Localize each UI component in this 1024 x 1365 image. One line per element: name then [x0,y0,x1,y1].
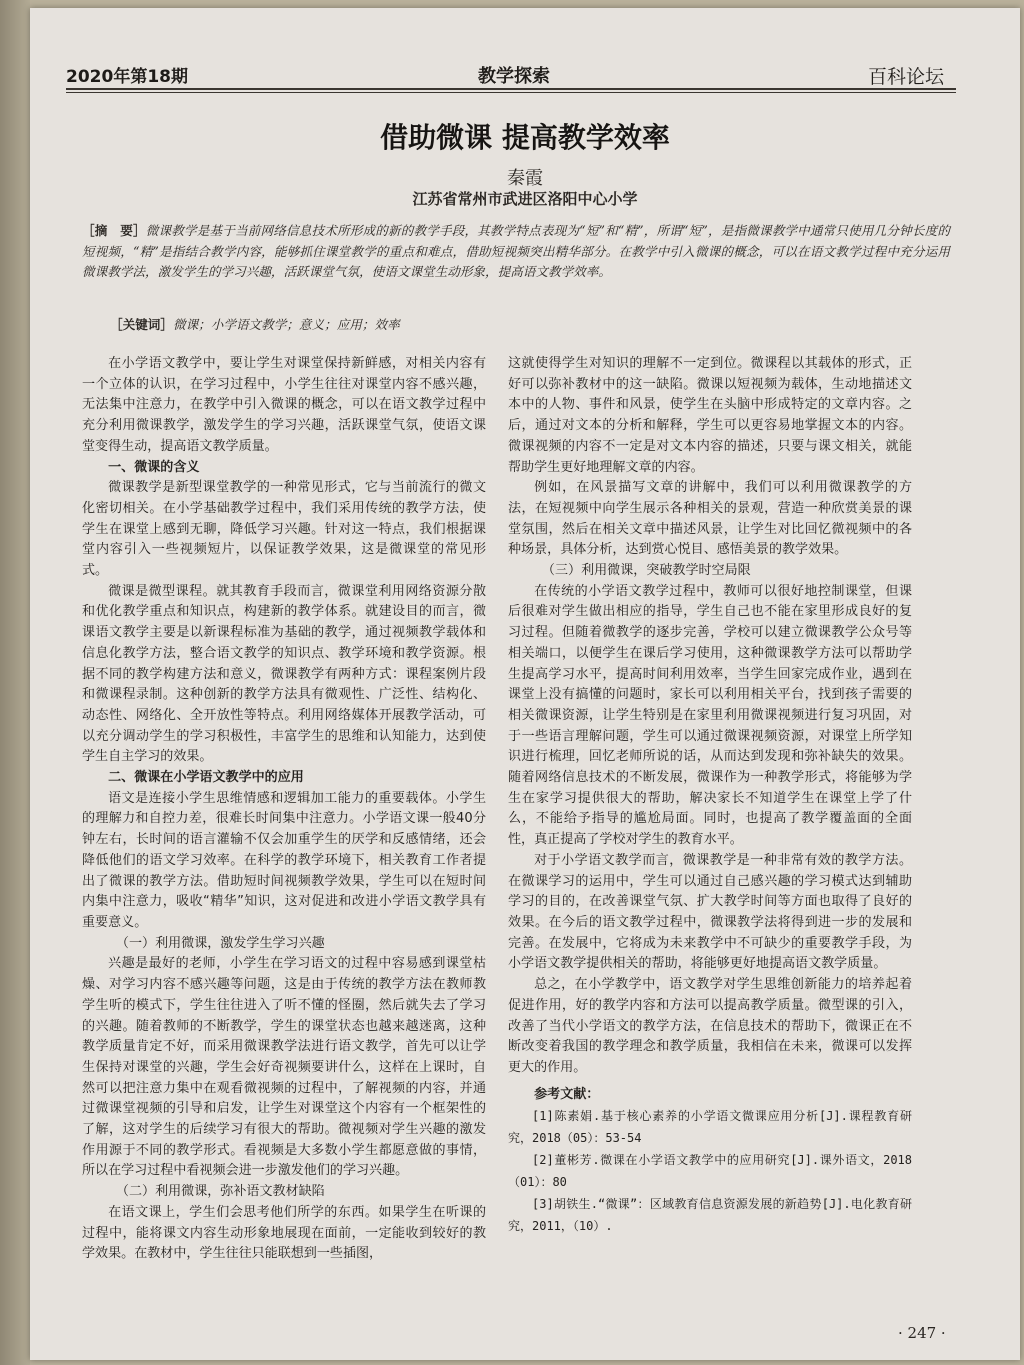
body-paragraph: 这就使得学生对知识的理解不一定到位。微课程以其载体的形式，正好可以弥补教材中的这一缺陷。微课以短视频为载体，生动地描述文本中的人物、事件和风景，使学生在头脑中形成特定的文章内容。之后，通过对文本的分析和解释，学生可以更容易地掌握文本的内容。微课视频的内容不一定是对文本内容的描述，只要与课文相关，就能帮助学生更好地理解文章的内容。 [508,356,912,475]
body-paragraph: 例如，在风景描写文章的讲解中，我们可以利用微课教学的方法，在短视频中向学生展示各种相关的景观，营造一种欣赏美景的课堂氛围，然后在相关文章中描述风景，让学生对比回忆微视频中的各种场景，具体分析，达到赏心悦目、感悟美景的教学效果。 [508,480,912,558]
keywords-label: ［关键词］ [110,317,173,332]
references [508,1085,912,1238]
article-affiliation: 江苏省常州市武进区洛阳中心小学 [412,190,638,208]
body-paragraph: 在语文课上，学生们会思考他们所学的东西。如果学生在听课的过程中，能将课文内容生动形象地展现在面前，一定能收到较好的教学效果。在教材中，学生往往只能联想到一些插图， [82,1204,486,1262]
abstract [82,221,950,283]
abstract-text: 微课教学是基于当前网络信息技术所形成的新的教学手段，其教学特点表现为“短”和“精”，所谓“短”，是指微课教学中通常只使用几分钟长度的短视频，“精”是指结合教学内容，能够抓住课堂教学的重点和难点，借助短视频突出精华部分。在教学中引入微课的概念，可以在语文教学过程中充分运用微课教学法，激发学生的学习兴趣，活跃课堂气氛，使语文课堂生动形象，提高语文教学效率。 [82,223,951,279]
keywords-text: 微课；小学语文教学；意义；应用；效率 [172,317,400,332]
references-title: 参考文献： [534,1086,600,1102]
subsection-heading: （一）利用微课，激发学生学习兴趣 [115,935,325,951]
issue-label: 2020年第18期 [66,67,188,87]
section-heading: 二、微课在小学语文教学中的应用 [108,770,304,786]
book-binding-edge [0,0,30,1365]
article-author: 秦霞 [507,168,543,189]
reference-item: [2]董彬芳.微课在小学语文教学中的应用研究[J].课外语文，2018（01）：80 [508,1153,912,1190]
body-paragraph: 微课教学是新型课堂教学的一种常见形式，它与当前流行的微文化密切相关。在小学基础教学过程中，我们采用传统的教学方法，使学生在课堂上感到无聊，降低学习兴趣。针对这一特点，我们根据课堂内容引入一些视频短片，以保证教学效果，这是微课堂的常见形式。 [82,480,486,579]
left-column [82,354,486,1265]
body-paragraph: 在传统的小学语文教学过程中，教师可以很好地控制课堂，但课后很难对学生做出相应的指导，学生自己也不能在家里形成良好的复习过程。但随着微教学的逐步完善，学校可以建立微课教学公众号等相关端口，以便学生在课后学习使用，这种微课教学方法可以帮助学生提高学习水平，提高时间利用效率，当学生回家完成作业，遇到在课堂上没有搞懂的问题时，家长可以利用相关平台，找到孩子需要的相关微课资源，让学生特别是在家里利用微课视频进行复习巩固，对于一些语言理解问题，学生可以通过微课视频资源，对课堂上所学知识进行梳理，回忆老师所说的话，从而达到发现和弥补缺失的效果。随着网络信息技术的不断发展，微课作为一种教学形式，将能够为学生在家学习提供很大的帮助，解决家长不知道学生在课堂上学了什么，不能给予指导的尴尬局面。同时，也提高了教学覆盖面的全面性，真正提高了学校对学生的教育水平。 [508,583,912,848]
body-paragraph: 语文是连接小学生思维情感和逻辑加工能力的重要载体。小学生的理解力和自控力差，很难长时间集中注意力。小学语文课一般40分钟左右，长时间的语言灌输不仅会加重学生的厌学和反感情绪，还会降低他们的语文学习效率。在科学的教学环境下，相关教育工作者提出了微课的教学方法。借助短时间视频教学效果，学生可以在短时间内集中注意力，吸收“精华”知识，这对促进和改进小学语文教学具有重要意义。 [82,790,486,930]
abstract-label: ［摘 要］ [82,223,146,238]
subsection-heading: （二）利用微课，弥补语文教材缺陷 [115,1184,325,1200]
header-rule [66,88,956,90]
body-paragraph: 微课是微型课程。就其教育手段而言，微课堂利用网络资源分散和优化教学重点和知识点，构建新的教学体系。就建设目的而言，微课语文教学主要是以新课程标准为基础的教学，通过视频教学载体和信息化教学方法，整合语文教学的知识点、教学环境和教学资源。根据不同的教学构建方法和意义，微课教学有两种方式：课程案例片段和微课程录制。这种创新的教学方法具有微观性、广泛性、结构化、动态性、网络化、全开放性等特点。利用网络媒体开展教学活动，可以充分调动学生的学习积极性，丰富学生的思维和认知能力，达到使学生自主学习的效果。 [82,583,486,765]
reference-item: [1]陈素娟.基于核心素养的小学语文微课应用分析[J].课程教育研究，2018（05）：53-54 [508,1109,912,1146]
page-number: · 247 · [898,1324,946,1342]
keywords [110,314,950,333]
article-title: 借助微课 提高教学效率 [380,121,670,154]
header-rule-thin [66,92,956,93]
reference-item: [3]胡铁生.“微课”：区域教育信息资源发展的新趋势[J].电化教育研究，2011，（10）. [508,1197,912,1234]
section-label: 教学探索 [478,66,550,87]
body-paragraph: 对于小学语文教学而言，微课教学是一种非常有效的教学方法。在微课学习的运用中，学生可以通过自己感兴趣的学习模式达到辅助学习的目的，在改善课堂气氛、扩大教学时间等方面也取得了良好的效果。在今后的语文教学过程中，微课教学法将得到进一步的发展和完善。在发展中，它将成为未来教学中不可缺少的重要教学手段，为小学语文教学提供相关的帮助，将能够更好地提高语文教学质量。 [508,852,912,972]
right-column [508,354,912,1237]
column-label: 百科论坛 [868,66,945,88]
body-paragraph: 总之，在小学教学中，语文教学对学生思维创新能力的培养起着促进作用，好的教学内容和方法可以提高教学质量。微型课的引入，改善了当代小学语文的教学方法，在信息技术的帮助下，微课正在不断改变着我国的教学理念和教学质量，我相信在未来，微课可以发挥更大的作用。 [508,977,912,1075]
body-paragraph: 兴趣是最好的老师，小学生在学习语文的过程中容易感到课堂枯燥、对学习内容不感兴趣等问题，这是由于传统的教学方法在教师教学生听的模式下，学生往往进入了听不懂的怪圈，然后就失去了学习的兴趣。随着教师的不断教学，学生的课堂状态也越来越迷离，这种教学质量肯定不好，而采用微课教学法进行语文教学，首先可以让学生保持对课堂的兴趣，学生会好奇视频要讲什么，这样在上课时，自然可以把注意力集中在观看微视频的过程中，了解视频的内容，并通过微课堂视频的引导和启发，让学生对课堂这个内容有一个框架性的了解，这对学生的后续学习有很大的帮助。微视频对学生兴趣的激发作用源于不同的教学形式。看视频是大多数小学生都愿意做的事情，所以在学习过程中看视频会进一步激发他们的学习兴趣。 [82,956,486,1179]
intro-paragraph: 在小学语文教学中，要让学生对课堂保持新鲜感，对相关内容有一个立体的认识，在学习过程中，小学生往往对课堂内容不感兴趣，无法集中注意力，在教学中引入微课的概念，可以在语文教学过程中充分利用微课教学，激发学生的学习兴趣，活跃课堂气氛，使语文课堂变得生动，提高语文教学质量。 [82,356,486,454]
section-heading: 一、微课的含义 [108,459,200,475]
subsection-heading: （三）利用微课，突破教学时空局限 [541,563,751,579]
journal-page [30,8,1020,1360]
